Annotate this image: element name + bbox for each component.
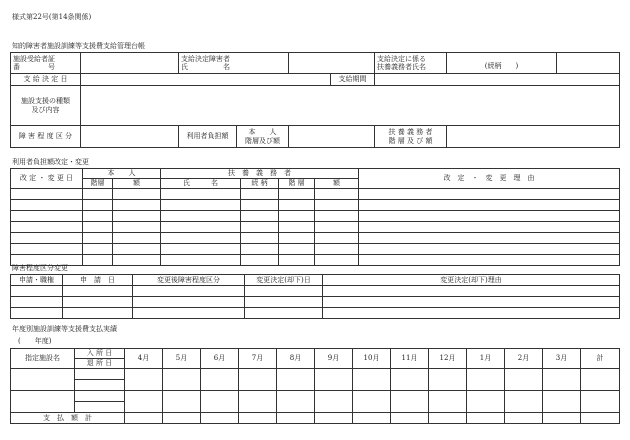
class-change-table	[10, 274, 620, 319]
month-header: 3月	[543, 349, 581, 369]
month-header: 5月	[163, 349, 201, 369]
payment-table	[10, 348, 620, 424]
application-date-header: 申 請 日	[63, 275, 133, 286]
table-row	[11, 189, 620, 200]
disability-class-label: 障 害 程 度 区 分	[11, 126, 81, 148]
month-header: 10月	[353, 349, 391, 369]
amount2-header: 額	[315, 179, 359, 189]
section2-title: 利用者負担額改定・変更	[12, 158, 89, 166]
section4-title: 年度別施設訓練等支援費支払実績	[12, 325, 117, 333]
table-row	[11, 369, 620, 380]
month-header: 1月	[467, 349, 505, 369]
revision-date-header: 改 定 ・ 変 更 日	[11, 169, 83, 189]
self-level-label: 本 人 階層及び額	[237, 126, 289, 148]
month-header: 7月	[239, 349, 277, 369]
decision-date-value[interactable]	[81, 74, 331, 86]
decision-person-value[interactable]	[289, 53, 375, 74]
change-reason-header: 変更決定(却下)理由	[323, 275, 620, 286]
fiscal-year-label: ( 年度)	[18, 337, 52, 345]
self-level-value[interactable]	[289, 126, 375, 148]
decision-date-header: 変更決定(却下)日	[245, 275, 323, 286]
level-header: 階層	[83, 179, 113, 189]
burden-revision-table	[10, 168, 620, 266]
table-row	[11, 211, 620, 222]
payment-total-label: 支 払 額 計	[11, 413, 125, 424]
supporter-level-label: 扶 養 義 務 者 階 層 及 び 額	[375, 126, 447, 148]
month-header: 2月	[505, 349, 543, 369]
recipient-cert-value[interactable]	[81, 53, 179, 74]
table-row	[11, 297, 620, 308]
month-header: 11月	[391, 349, 429, 369]
decision-date-label: 支 給 決 定 日	[11, 74, 81, 86]
table-row	[11, 286, 620, 297]
month-header: 12月	[429, 349, 467, 369]
table-row	[11, 222, 620, 233]
supporter-relation[interactable]: (続柄 )	[447, 53, 557, 74]
user-burden-label: 利用者負担額	[179, 126, 237, 148]
table-row	[11, 200, 620, 211]
table-row	[11, 308, 620, 319]
header-table	[10, 52, 620, 148]
table-row	[11, 233, 620, 244]
month-header: 9月	[315, 349, 353, 369]
table-row	[11, 255, 620, 266]
month-header: 4月	[125, 349, 163, 369]
table-row	[11, 391, 620, 402]
relation-header: 続 柄	[241, 179, 279, 189]
period-label: 支給期間	[331, 74, 375, 86]
section3-title: 障害程度区分変更	[12, 264, 68, 272]
support-type-label: 施設支援の種類 及び内容	[11, 86, 81, 126]
total-header: 計	[581, 349, 620, 369]
reason-header: 改 定 ・ 変 更 理 由	[359, 169, 620, 189]
self-header: 本 人	[83, 169, 161, 179]
recipient-cert-label: 施設受給者証 番 号	[11, 53, 81, 74]
supporter-blank[interactable]	[557, 53, 620, 74]
facility-header: 指定施設名	[11, 349, 75, 369]
disability-class-value[interactable]	[81, 126, 179, 148]
name-header: 氏 名	[161, 179, 241, 189]
form-number: 様式第22号(第14条関係)	[12, 13, 92, 21]
support-type-value[interactable]	[81, 86, 620, 126]
month-header: 6月	[201, 349, 239, 369]
supporter-level-value[interactable]	[447, 126, 620, 148]
application-header: 申請・職権	[11, 275, 63, 286]
level2-header: 階 層	[279, 179, 315, 189]
supporter-name-label: 支給決定に係る 扶養義務者氏名	[375, 53, 447, 74]
supporter-header: 扶 養 義 務 者	[161, 169, 359, 179]
new-class-header: 変更後障害程度区分	[133, 275, 245, 286]
move-in-header: 入 所 日	[75, 349, 125, 359]
payment-total-row	[11, 413, 620, 424]
move-out-header: 退 所 日	[75, 359, 125, 369]
form-title: 知的障害者施設訓練等支援費支給管理台帳	[12, 42, 145, 50]
table-row	[11, 244, 620, 255]
month-header: 8月	[277, 349, 315, 369]
decision-person-label: 支給決定障害者 氏 名	[179, 53, 289, 74]
amount-header: 額	[113, 179, 161, 189]
period-value[interactable]	[375, 74, 620, 86]
